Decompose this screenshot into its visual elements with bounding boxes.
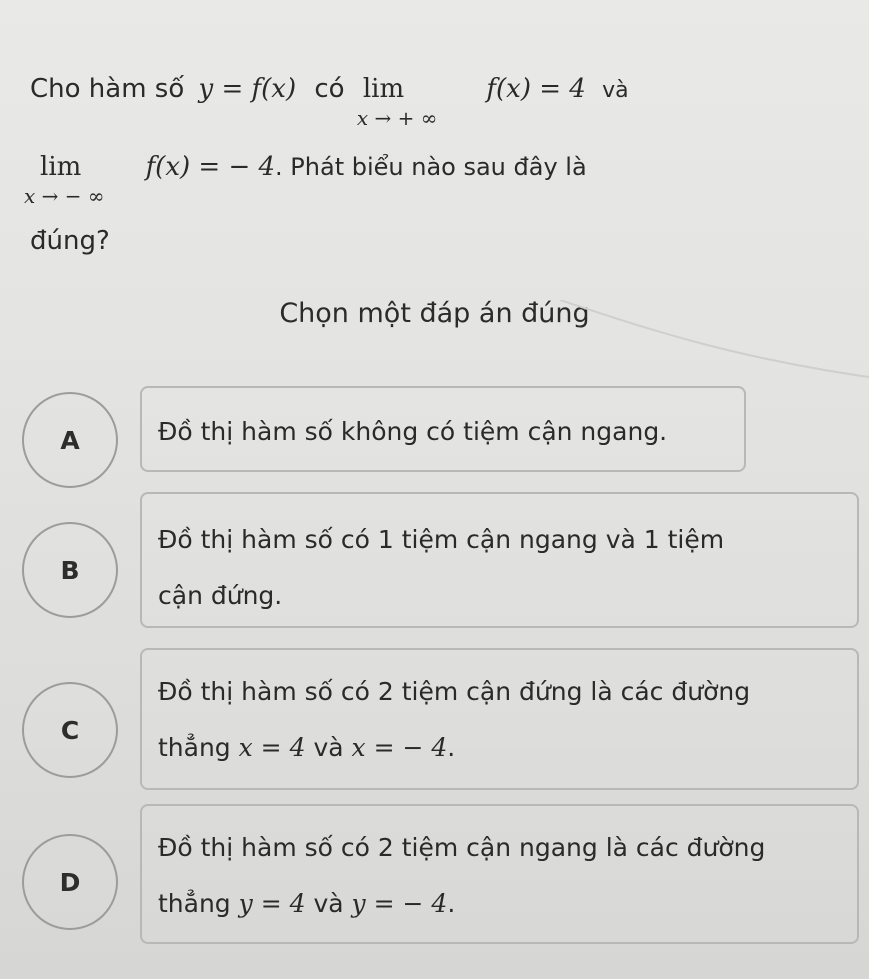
option-d-equation-2: y = − 4 [351,889,448,918]
option-c-equation-1: x = 4 [238,733,306,762]
lim-word: lim [40,152,82,182]
option-c-text-line-1: Đồ thị hàm số có 2 tiệm cận đứng là các đường [158,677,751,706]
option-d-period: . [447,889,456,918]
option-d-text-line-1: Đồ thị hàm số có 2 tiệm cận ngang là các đường [158,833,766,862]
question-prefix: Cho hàm số [30,74,185,104]
option-b-text-line-1: Đồ thị hàm số có 1 tiệm cận ngang và 1 tiệm [158,525,725,554]
option-c-letter: C [60,715,80,745]
option-a-letter-badge[interactable] [22,392,118,488]
option-c-letter-badge[interactable] [22,682,118,778]
question-line-3 [30,226,110,256]
option-c-text-line-2 [158,732,455,763]
question-line-1 [30,74,629,130]
lim-word: lim [362,74,405,104]
question-va: và [602,78,629,103]
question-co: có [314,74,345,104]
option-b-letter: B [60,555,80,585]
option-c-equation-2: x = − 4 [351,733,448,762]
option-b[interactable] [140,492,859,628]
lim-subscript-minus-infinity: x → − ∞ [24,184,105,208]
choose-answer-prompt: Chọn một đáp án đúng [279,298,590,329]
option-d-letter-badge[interactable] [22,834,118,930]
option-b-text-line-2: cận đứng. [158,581,283,610]
option-c-thang: thẳng [158,733,231,762]
option-b-letter-badge[interactable] [22,522,118,618]
question-line-2 [24,152,587,208]
lim-subscript-plus-infinity: x → + ∞ [356,106,438,130]
option-d-equation-1: y = 4 [238,889,306,918]
option-c-va: và [313,733,344,762]
option-d-text-line-2 [158,888,455,919]
option-d[interactable] [140,804,859,944]
limit-plus-infinity [356,74,438,130]
option-d-va: và [313,889,344,918]
option-a-letter: A [60,425,80,455]
question-end: đúng? [30,226,110,256]
limit-value-minus: f(x) = − 4 [145,152,276,182]
limit-minus-infinity [24,152,105,208]
decorative-curve [560,300,869,400]
limit-value-plus: f(x) = 4 [486,74,586,104]
option-c[interactable] [140,648,859,790]
option-c-period: . [447,733,456,762]
option-a[interactable] [140,386,746,472]
question-line-2-tail: . Phát biểu nào sau đây là [275,153,587,181]
option-a-text: Đồ thị hàm số không có tiệm cận ngang. [158,417,668,446]
option-d-letter: D [59,867,81,897]
option-d-thang: thẳng [158,889,231,918]
function-notation: y = f(x) [198,74,297,104]
